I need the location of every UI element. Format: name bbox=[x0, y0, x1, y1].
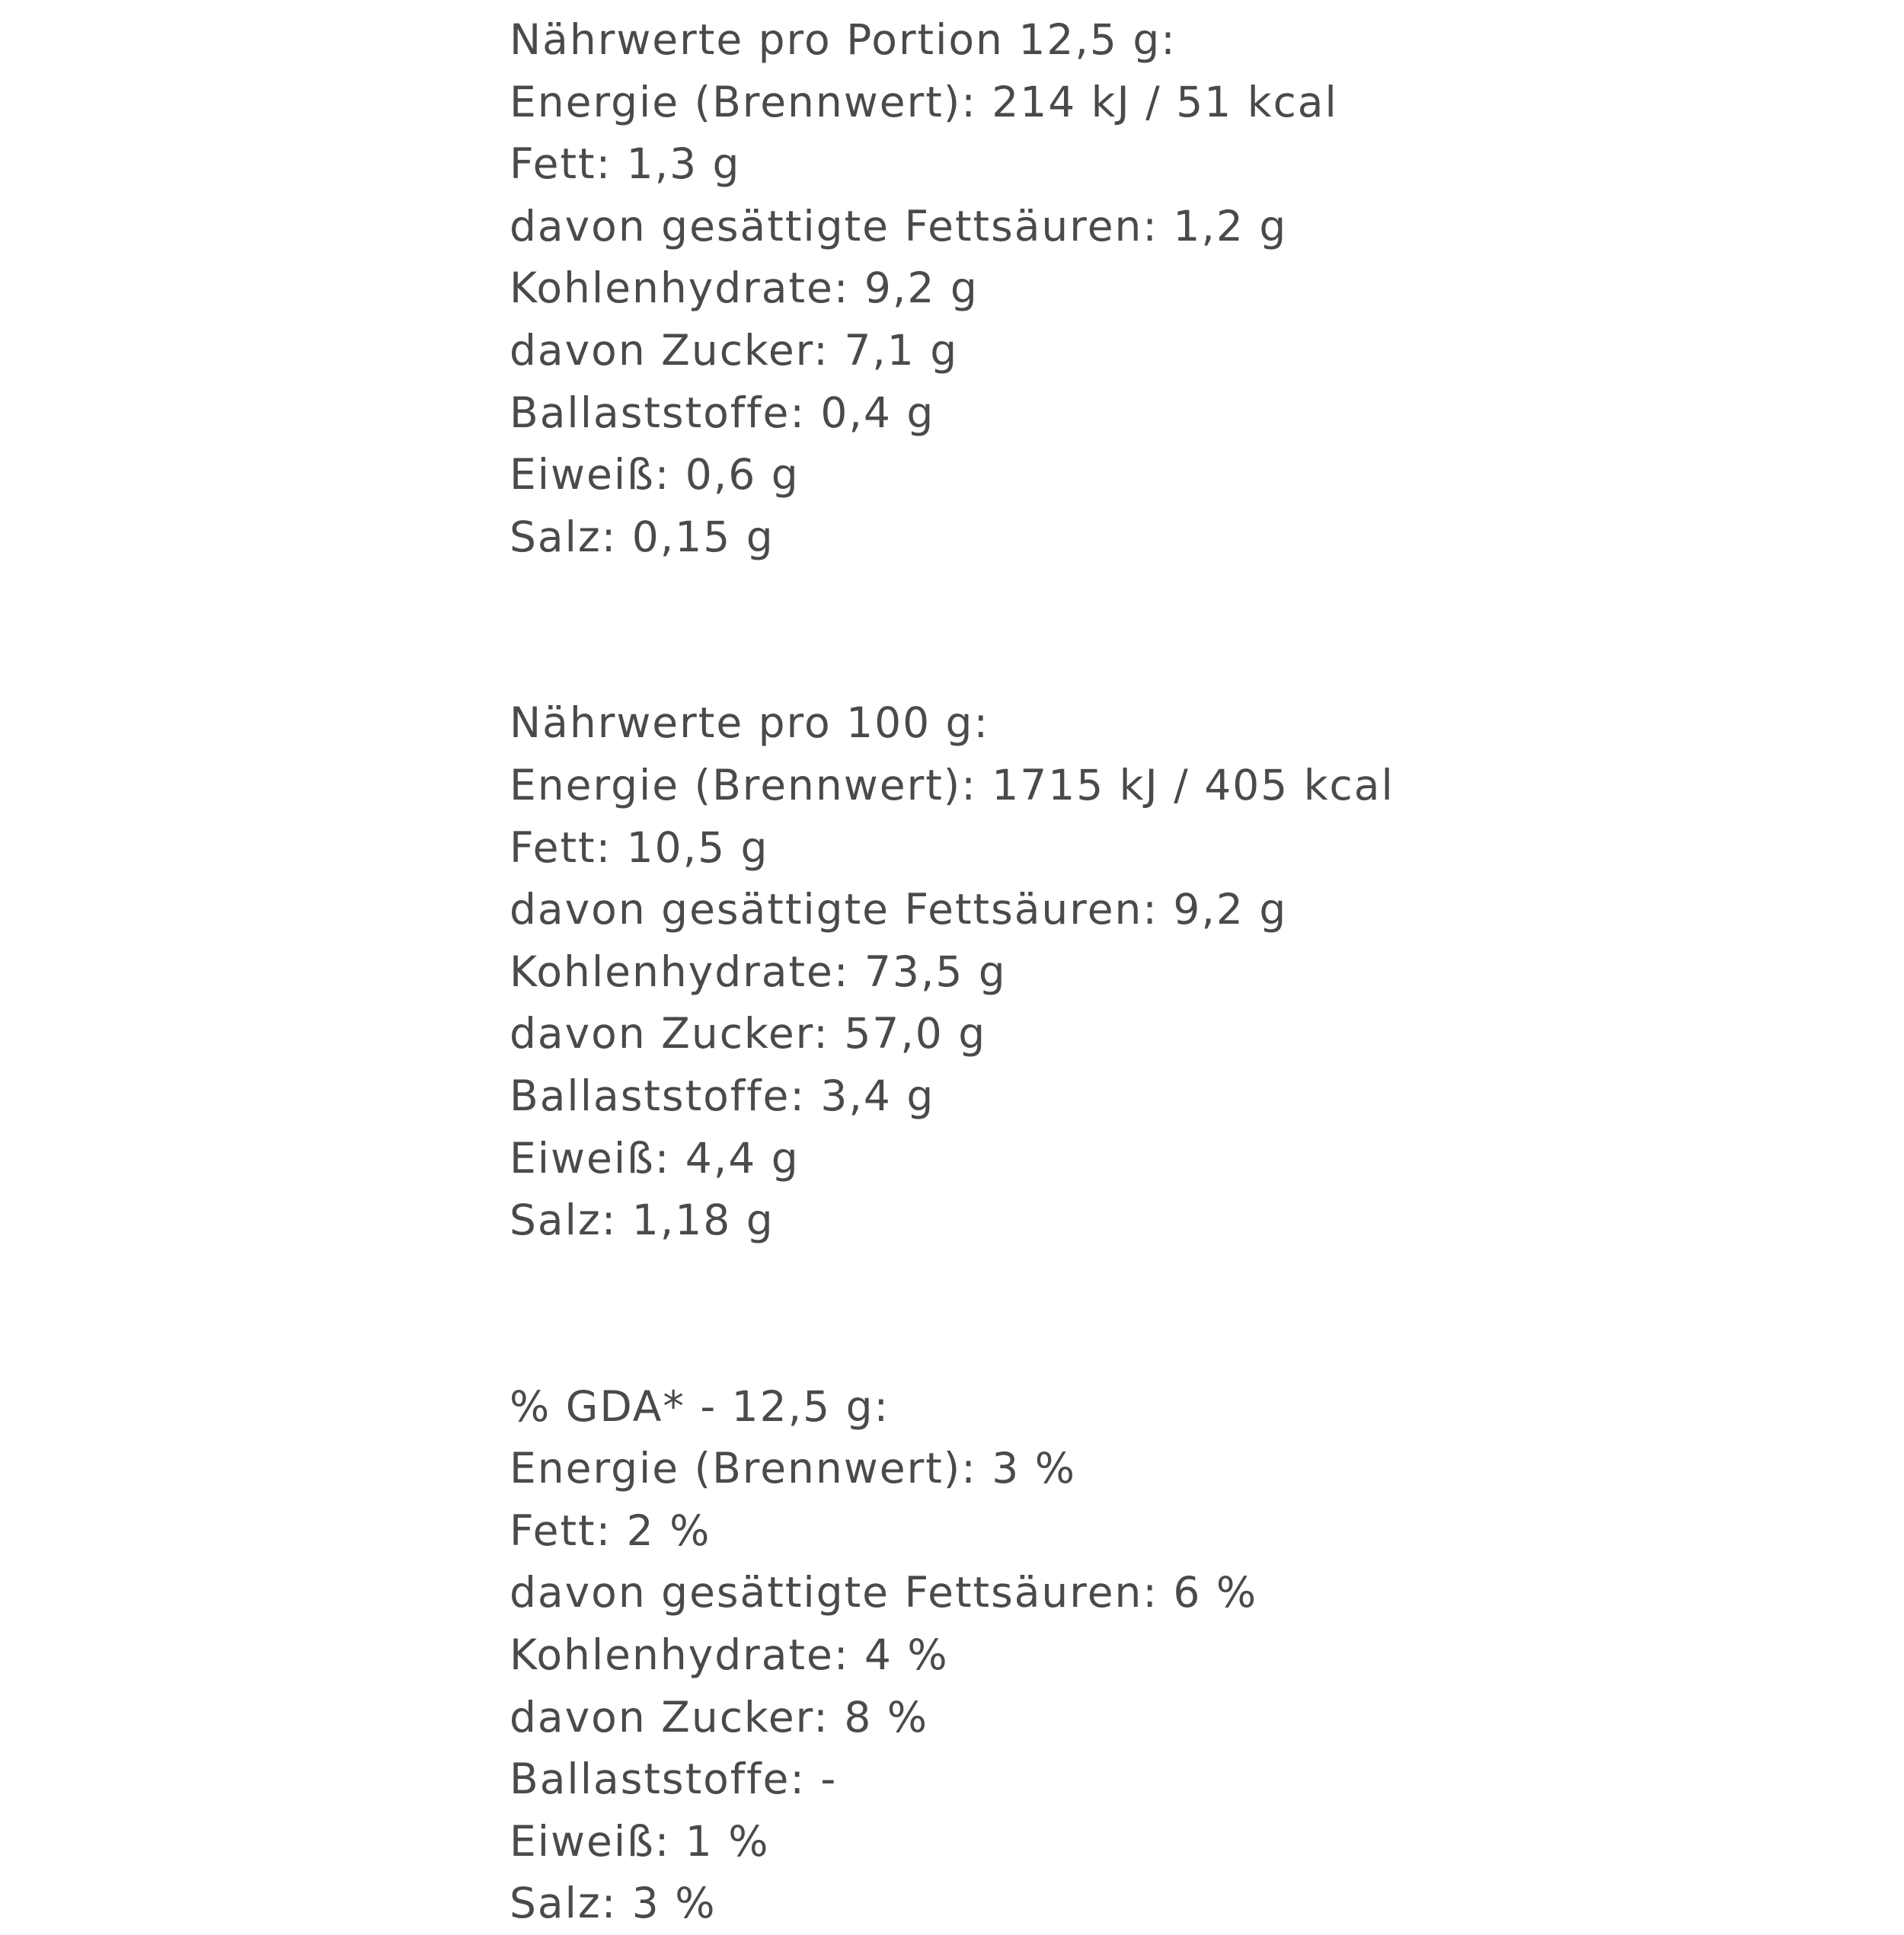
nutrient-fiber: Ballaststoffe: - bbox=[510, 1755, 838, 1804]
nutrient-sugar: davon Zucker: 57,0 g bbox=[510, 1009, 987, 1059]
nutrient-salt: Salz: 1,18 g bbox=[510, 1196, 775, 1245]
nutrient-sugar: davon Zucker: 8 % bbox=[510, 1692, 929, 1742]
nutrition-per-100g bbox=[510, 692, 1804, 1251]
nutrient-carbohydrates: Kohlenhydrate: 9,2 g bbox=[510, 263, 979, 313]
nutrient-fiber: Ballaststoffe: 0,4 g bbox=[510, 388, 935, 437]
nutrient-protein: Eiweiß: 4,4 g bbox=[510, 1133, 800, 1183]
nutrient-saturated-fat: davon gesättigte Fettsäuren: 1,2 g bbox=[510, 201, 1288, 251]
nutrient-protein: Eiweiß: 1 % bbox=[510, 1816, 770, 1866]
nutrition-info bbox=[510, 9, 1804, 1935]
nutrient-fat: Fett: 10,5 g bbox=[510, 822, 769, 872]
nutrient-sugar: davon Zucker: 7,1 g bbox=[510, 325, 959, 375]
nutrient-energy: Energie (Brennwert): 214 kJ / 51 kcal bbox=[510, 77, 1338, 126]
nutrient-fiber: Ballaststoffe: 3,4 g bbox=[510, 1071, 935, 1120]
nutrient-protein: Eiweiß: 0,6 g bbox=[510, 450, 800, 500]
nutrient-carbohydrates: Kohlenhydrate: 4 % bbox=[510, 1630, 949, 1680]
nutrient-fat: Fett: 1,3 g bbox=[510, 139, 741, 189]
nutrition-per-portion bbox=[510, 9, 1804, 568]
nutrient-carbohydrates: Kohlenhydrate: 73,5 g bbox=[510, 947, 1007, 996]
nutrient-salt: Salz: 0,15 g bbox=[510, 512, 775, 561]
nutrient-salt: Salz: 3 % bbox=[510, 1879, 717, 1928]
nutrient-saturated-fat: davon gesättigte Fettsäuren: 6 % bbox=[510, 1568, 1258, 1617]
section-heading: % GDA* - 12,5 g: bbox=[510, 1381, 890, 1431]
gda-per-portion bbox=[510, 1376, 1804, 1935]
section-heading: Nährwerte pro Portion 12,5 g: bbox=[510, 15, 1177, 64]
section-heading: Nährwerte pro 100 g: bbox=[510, 698, 989, 748]
nutrient-saturated-fat: davon gesättigte Fettsäuren: 9,2 g bbox=[510, 885, 1288, 934]
nutrient-fat: Fett: 2 % bbox=[510, 1506, 711, 1555]
nutrient-energy: Energie (Brennwert): 3 % bbox=[510, 1444, 1076, 1493]
nutrient-energy: Energie (Brennwert): 1715 kJ / 405 kcal bbox=[510, 760, 1394, 809]
